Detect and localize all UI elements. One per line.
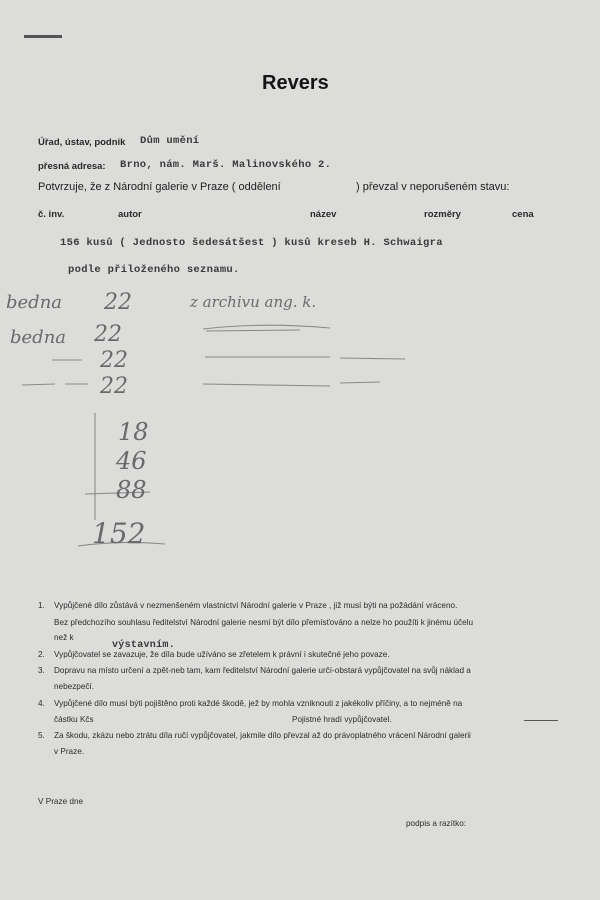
term-1-line-1: Vypůjčené dílo zůstává v nezmenšeném vlastnictví Národní galerie v Praze , již musí býti na požádání vráceno.	[54, 601, 458, 610]
term-4-line-1: Vypůjčené dílo musí býti pojištěno proti každé škodě, jež by mohla vzniknouti z jakékoliv příčiny, a to nejméně na	[54, 699, 463, 708]
term-4-number: 4.	[38, 699, 45, 708]
address-label: přesná adresa:	[38, 161, 106, 172]
term-1-line-3: než k	[54, 633, 74, 642]
hand-sum-1: 18	[118, 418, 149, 446]
column-title: název	[310, 209, 337, 220]
insurance-dash	[524, 720, 558, 721]
confirm-text: Potvrzuje, že z Národní galerie v Praze ( oddělení	[38, 181, 281, 193]
typed-line-2: podle přiloženého seznamu.	[68, 264, 240, 276]
hand-row-2-label: bedna	[10, 327, 67, 348]
term-4-line-2: částku Kčs	[54, 715, 94, 724]
place-date-label: V Praze dne	[38, 797, 84, 806]
term-1-number: 1.	[38, 601, 45, 610]
hand-row-1-label: bedna	[6, 292, 63, 313]
institution-value: Dům umění	[140, 135, 200, 147]
typed-line-1: 156 kusů ( Jednosto šedesátšest ) kusů kreseb H. Schwaigra	[60, 237, 443, 249]
term-1-line-2: Bez předchozího souhlasu ředitelství Národní galerie nesmí být dílo přemísťováno a nelze ho použíti k jinému účelu	[54, 618, 474, 627]
hand-row-3-value: 22	[100, 348, 128, 373]
hand-row-4-value: 22	[100, 374, 128, 399]
term-3-line-1: Dopravu na místo určení a zpět-neb tam, kam ředitelství Národní galerie určí-obstará vypůjčovatel na svůj náklad a	[54, 666, 471, 675]
term-5-number: 5.	[38, 731, 45, 740]
insurance-note: Pojistné hradí vypůjčovatel.	[292, 715, 392, 724]
hand-row-1-note: z archivu ang. k.	[190, 293, 317, 311]
document-title: Revers	[262, 72, 329, 94]
hand-sum-total: 152	[92, 517, 146, 550]
term-5-line-2: v Praze.	[54, 747, 85, 756]
hand-sum-3: 88	[116, 476, 147, 504]
column-dimensions: rozměry	[424, 209, 461, 220]
term-2-line-1: Vypůjčovatel se zavazuje, že díla bude užíváno se zřetelem k právní i skutečné jeho povaze.	[54, 650, 390, 659]
hand-sum-2: 46	[116, 447, 147, 475]
hand-row-2-value: 22	[94, 322, 122, 347]
term-5-line-1: Za škodu, zkázu nebo ztrátu díla ručí vypůjčovatel, jakmile dílo převzal až do právoplatného vrácení Národní galerii	[54, 731, 471, 740]
term-3-number: 3.	[38, 666, 45, 675]
purpose-value: výstavním.	[112, 640, 176, 651]
institution-label: Úřad, ústav, podnik	[38, 137, 126, 148]
confirm-tail: ) převzal v neporušeném stavu:	[356, 181, 510, 193]
column-inv: č. inv.	[38, 209, 65, 220]
term-2-number: 2.	[38, 650, 45, 659]
hand-row-1-value: 22	[104, 290, 132, 315]
address-value: Brno, nám. Marš. Malinovského 2.	[120, 159, 332, 171]
signature-label: podpis a razítko:	[406, 819, 467, 828]
column-price: cena	[512, 209, 534, 220]
term-3-line-2: nebezpečí.	[54, 682, 95, 691]
column-author: autor	[118, 209, 142, 220]
